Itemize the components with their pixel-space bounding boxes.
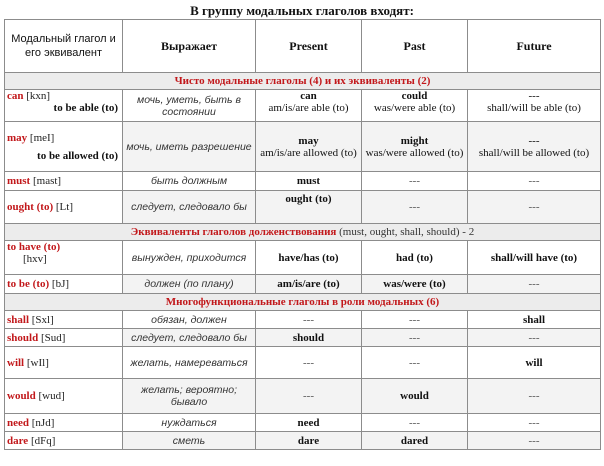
verb-name: ought (to) xyxy=(7,201,54,213)
past-cell: --- xyxy=(362,329,468,347)
past-cell: had (to) xyxy=(362,241,468,275)
past-cell: --- xyxy=(362,347,468,379)
present-form: must xyxy=(296,175,321,187)
future-cell: --- xyxy=(468,172,601,191)
verb-cell xyxy=(5,311,123,329)
verb-cell xyxy=(5,432,123,450)
future-cell xyxy=(468,90,601,122)
past-form: might xyxy=(400,134,429,147)
table-row xyxy=(5,311,601,329)
past-cell: --- xyxy=(362,311,468,329)
past-cell: --- xyxy=(362,414,468,432)
future-equivalent: shall/will be allowed (to) xyxy=(478,146,590,159)
table-row xyxy=(5,172,601,191)
table-row xyxy=(5,275,601,294)
header-row xyxy=(5,20,601,73)
meaning-cell: быть должным xyxy=(123,172,256,191)
future-cell xyxy=(468,122,601,172)
present-form: can xyxy=(300,90,317,102)
table-row xyxy=(5,347,601,379)
transcription: [wud] xyxy=(38,390,65,402)
transcription: [meI] xyxy=(29,131,55,144)
table-row xyxy=(5,90,601,122)
verb-name: dare xyxy=(7,434,29,447)
verb-name: need xyxy=(7,416,29,429)
future-cell: shall/will have (to) xyxy=(468,241,601,275)
past-cell: --- xyxy=(362,172,468,191)
present-cell: am/is/are (to) xyxy=(256,275,362,294)
present-cell: need xyxy=(256,414,362,432)
table-row xyxy=(5,432,601,450)
transcription: [bJ] xyxy=(51,278,70,290)
meaning-cell: следует, следовало бы xyxy=(123,191,256,224)
verb-cell xyxy=(5,414,123,432)
meaning-cell: мочь, уметь, быть в состоянии xyxy=(123,90,256,122)
future-cell: --- xyxy=(468,275,601,294)
verb-cell xyxy=(5,379,123,414)
past-cell: dared xyxy=(362,432,468,450)
verb-cell xyxy=(5,191,123,224)
section-row xyxy=(5,73,601,90)
past-cell xyxy=(362,90,468,122)
verb-name: must xyxy=(7,175,31,187)
future-cell: --- xyxy=(468,191,601,224)
transcription: [nJd] xyxy=(31,416,55,429)
header-expresses: Выражает xyxy=(123,20,256,73)
meaning-cell: обязан, должен xyxy=(123,311,256,329)
meaning-cell: сметь xyxy=(123,432,256,450)
future-form: --- xyxy=(528,90,540,102)
section-title: Многофункциональные глаголы в роли модальных (6) xyxy=(5,294,601,311)
page-title: В группу модальных глаголов входят: xyxy=(190,3,414,18)
present-cell xyxy=(256,122,362,172)
verb-cell xyxy=(5,329,123,347)
header-present: Present xyxy=(256,20,362,73)
past-cell xyxy=(362,122,468,172)
verb-cell xyxy=(5,90,123,122)
verb-equivalent: to be allowed (to) xyxy=(37,149,118,162)
verb-name: will xyxy=(7,356,25,369)
transcription: [wIl] xyxy=(26,356,49,369)
present-form: ought (to) xyxy=(285,193,332,205)
verb-name: should xyxy=(7,331,39,344)
verb-name: can xyxy=(7,90,24,102)
verb-cell xyxy=(5,275,123,294)
table-row xyxy=(5,379,601,414)
future-cell: --- xyxy=(468,329,601,347)
present-cell: --- xyxy=(256,347,362,379)
past-cell: --- xyxy=(362,191,468,224)
future-cell: shall xyxy=(468,311,601,329)
future-cell: --- xyxy=(468,414,601,432)
present-cell xyxy=(256,172,362,191)
header-modal: Модальный глагол и его эквивалент xyxy=(5,20,123,73)
present-equivalent: am/is/are allowed (to) xyxy=(260,146,357,159)
transcription: [mast] xyxy=(32,175,62,187)
section-title-text: Эквиваленты глаголов долженствования xyxy=(130,226,337,238)
header-past: Past xyxy=(362,20,468,73)
verb-name: shall xyxy=(7,313,30,326)
present-cell: have/has (to) xyxy=(256,241,362,275)
table-row xyxy=(5,329,601,347)
verb-name: would xyxy=(7,390,36,402)
section-row xyxy=(5,294,601,311)
present-cell: dare xyxy=(256,432,362,450)
past-cell: was/were (to) xyxy=(362,275,468,294)
future-form: --- xyxy=(528,134,540,147)
present-cell: --- xyxy=(256,379,362,414)
table-row xyxy=(5,191,601,224)
section-row xyxy=(5,224,601,241)
meaning-cell: должен (по плану) xyxy=(123,275,256,294)
verb-cell xyxy=(5,172,123,191)
present-form: may xyxy=(298,134,319,147)
verb-cell xyxy=(5,122,123,172)
transcription: [Sxl] xyxy=(31,313,54,326)
present-cell xyxy=(256,191,362,224)
present-cell: should xyxy=(256,329,362,347)
modal-verbs-table xyxy=(4,19,601,450)
meaning-cell: мочь, иметь разрешение xyxy=(123,122,256,172)
verb-cell xyxy=(5,241,123,275)
past-equivalent: was/were able (to) xyxy=(373,102,456,114)
meaning-cell: желать, намереваться xyxy=(123,347,256,379)
transcription: [kxn] xyxy=(26,90,51,102)
table-row xyxy=(5,414,601,432)
past-cell: would xyxy=(362,379,468,414)
future-cell: will xyxy=(468,347,601,379)
present-cell xyxy=(256,90,362,122)
meaning-cell: вынужден, приходится xyxy=(123,241,256,275)
table-row xyxy=(5,241,601,275)
meaning-cell: нуждаться xyxy=(123,414,256,432)
meaning-cell: желать; вероятно; бывало xyxy=(123,379,256,414)
verb-name: to be (to) xyxy=(7,278,50,290)
present-cell: --- xyxy=(256,311,362,329)
verb-equivalent: to be able (to) xyxy=(53,102,118,114)
future-cell: --- xyxy=(468,432,601,450)
present-equivalent: am/is/are able (to) xyxy=(268,102,349,114)
verb-cell xyxy=(5,347,123,379)
past-form: could xyxy=(401,90,428,102)
header-future: Future xyxy=(468,20,601,73)
transcription: [Sud] xyxy=(40,331,66,344)
verb-name: to have (to) xyxy=(7,241,61,253)
past-equivalent: was/were allowed (to) xyxy=(365,146,464,159)
future-cell: --- xyxy=(468,379,601,414)
transcription: [hxv] xyxy=(23,253,47,265)
section-title: Чисто модальные глаголы (4) и их эквиваленты (2) xyxy=(5,73,601,90)
future-equivalent: shall/will be able (to) xyxy=(487,102,581,114)
verb-name: may xyxy=(7,131,28,144)
section-title xyxy=(5,224,601,241)
meaning-cell: следует, следовало бы xyxy=(123,329,256,347)
section-title-note: (must, ought, shall, should) - 2 xyxy=(339,226,475,238)
table-row xyxy=(5,122,601,172)
transcription: [dFq] xyxy=(30,434,56,447)
transcription: [Lt] xyxy=(55,201,73,213)
